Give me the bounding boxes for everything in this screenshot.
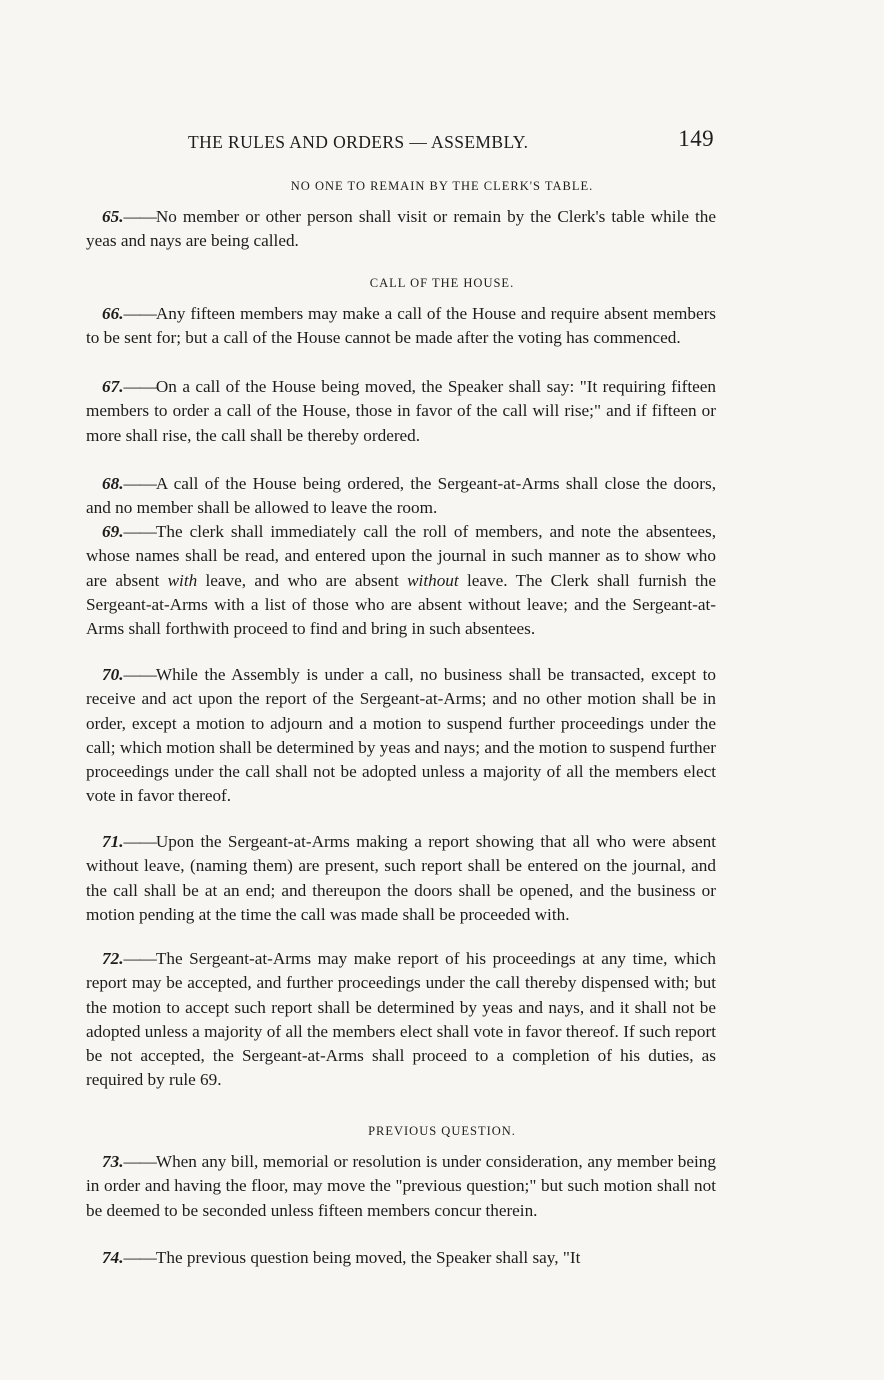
rule-dash: —— <box>123 377 156 396</box>
rule-text: leave, and who are absent <box>197 570 408 590</box>
rule-70 <box>86 663 716 809</box>
rule-dash: —— <box>123 665 156 684</box>
rule-number: 74. <box>102 1248 124 1267</box>
rule-text: On a call of the House being moved, the Speaker shall say: "It requiring fifteen members to order a call of the House, those in favor of the call will rise;" and if fifteen or more shall rise, the call shall be thereby ordered. <box>86 377 716 445</box>
rule-number: 65. <box>102 207 124 226</box>
emphasis-with: with <box>167 570 198 590</box>
rule-number: 67. <box>102 377 124 396</box>
rule-72 <box>86 947 716 1093</box>
section-heading-previous-question: PREVIOUS QUESTION. <box>368 1124 516 1138</box>
rule-dash: —— <box>123 832 156 851</box>
rule-number: 72. <box>102 949 124 968</box>
rule-number: 71. <box>102 832 124 851</box>
rule-dash: —— <box>123 207 156 226</box>
rule-dash: —— <box>123 474 156 493</box>
rule-69 <box>86 520 716 641</box>
rule-74 <box>86 1246 716 1270</box>
rule-68 <box>86 472 716 521</box>
rule-text: Upon the Sergeant-at-Arms making a report showing that all who were absent without leave, (naming them) are present, such report shall be entered on the journal, and the call shall be at an end; and thereupon the doors shall be opened, and the business or motion pending at the time the call was made shall be proceeded with. <box>86 832 716 924</box>
rule-number: 69. <box>102 522 124 541</box>
rule-text: When any bill, memorial or resolution is under consideration, any member being in order and having the floor, may move the "previous question;" but such motion shall not be deemed to be seconded unless fifteen members concur therein. <box>86 1152 716 1220</box>
rule-text: A call of the House being ordered, the Sergeant-at-Arms shall close the doors, and no member shall be allowed to leave the room. <box>86 474 716 518</box>
page-number: 149 <box>678 126 714 151</box>
rule-text: The clerk shall immediately call the roll of members, and note the absentees, whose names shall be read, and entered upon the journal in such manner as to show who are absent <box>86 522 716 590</box>
rule-text: The previous question being moved, the Speaker shall say, "It <box>155 1248 581 1267</box>
rule-73 <box>86 1150 716 1223</box>
rule-67 <box>86 375 716 448</box>
rule-number: 73. <box>102 1152 124 1171</box>
header-title: THE RULES AND ORDERS — ASSEMBLY. <box>188 132 529 152</box>
rule-number: 70. <box>102 665 124 684</box>
rule-65 <box>86 205 716 254</box>
rule-text: leave. The Clerk shall furnish the Sergeant-at-Arms with a list of those who are absent without leave; and the Sergeant-at-Arms shall forthwith proceed to find and bring in such absentees. <box>86 570 717 639</box>
section-heading-call-of-house: CALL OF THE HOUSE. <box>369 276 515 290</box>
rule-dash: —— <box>123 949 156 968</box>
rule-text: No member or other person shall visit or remain by the Clerk's table while the yeas and nays are being called. <box>86 207 716 251</box>
rule-number: 68. <box>102 474 124 493</box>
rule-text: The Sergeant-at-Arms may make report of his proceedings at any time, which report may be accepted, and further proceedings under the call thereby dispensed with; but the motion to accept such report shall be determined by yeas and nays, and it shall not be adopted unless a majority of all the members elect shall vote in favor thereof. If such report be not accepted, the Sergeant-at-Arms shall proceed to a completion of his duties, as required by rule 69. <box>86 949 716 1090</box>
rule-66 <box>86 302 716 351</box>
rule-dash: —— <box>123 304 156 323</box>
rule-dash: —— <box>123 522 156 541</box>
section-heading-clerks-table: NO ONE TO REMAIN BY THE CLERK'S TABLE. <box>290 179 594 193</box>
rule-dash: —— <box>123 1248 156 1267</box>
emphasis-without: without <box>407 570 459 590</box>
rule-text: Any fifteen members may make a call of the House and require absent members to be sent for; but a call of the House cannot be made after the voting has commenced. <box>86 304 716 348</box>
rule-text: While the Assembly is under a call, no business shall be transacted, except to receive and act upon the report of the Sergeant-at-Arms; and no other motion shall be in order, except a motion to adjourn and a motion to suspend further proceedings under the call; which motion shall be determined by yeas and nays; and the motion to suspend further proceedings under the call shall not be adopted unless a majority of all the members elect vote in favor thereof. <box>86 665 716 806</box>
rule-dash: —— <box>123 1152 156 1171</box>
rule-number: 66. <box>102 304 124 323</box>
rule-71 <box>86 830 716 927</box>
